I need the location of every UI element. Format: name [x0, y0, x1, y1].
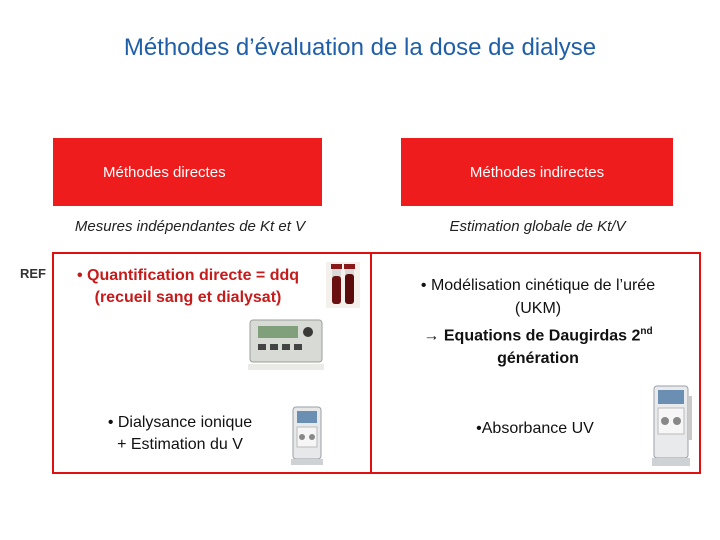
bullet-line: (recueil sang et dialysat): [94, 289, 282, 306]
header-indirect-methods: [401, 138, 673, 206]
bullet-line: • Quantification directe = ddq: [76, 267, 300, 284]
subtitle-direct: Mesures indépendantes de Kt et V: [74, 218, 306, 235]
bullet-line: • Dialysance ionique: [107, 414, 253, 431]
tube-right: [344, 264, 355, 304]
tube-left: [331, 264, 342, 304]
bullet-line: (UKM): [514, 300, 562, 317]
header-indirect-label: Méthodes indirectes: [469, 163, 605, 181]
monitoring-device-image: [244, 318, 328, 374]
blood-tubes-image: [326, 262, 360, 308]
slide-title: Méthodes d’évaluation de la dose de dialyse: [123, 34, 597, 61]
ref-label: REF: [20, 266, 46, 281]
bullet-urea-kinetic-modelling: [380, 274, 696, 370]
bullet-line: + Estimation du V: [117, 436, 243, 453]
bullet-direct-quantification: [58, 265, 318, 309]
bullet-line: génération: [497, 350, 579, 368]
dialysis-machine-image: [646, 380, 698, 472]
header-direct-methods: [53, 138, 322, 206]
bullet-line: • Modélisation cinétique de l’urée: [420, 277, 656, 294]
header-direct-label: Méthodes directes: [103, 163, 226, 181]
daugirdas-equation-line: → Equations de Daugirdas 2nd: [423, 326, 653, 345]
subtitle-indirect: Estimation globale de Kt/V: [449, 218, 626, 235]
bullet-ionic-dialysance: [80, 412, 280, 456]
bullet-uv-absorbance: •Absorbance UV: [476, 420, 594, 437]
dialysis-machine-image: [287, 403, 327, 469]
arrow-right-icon: →: [423, 327, 444, 345]
